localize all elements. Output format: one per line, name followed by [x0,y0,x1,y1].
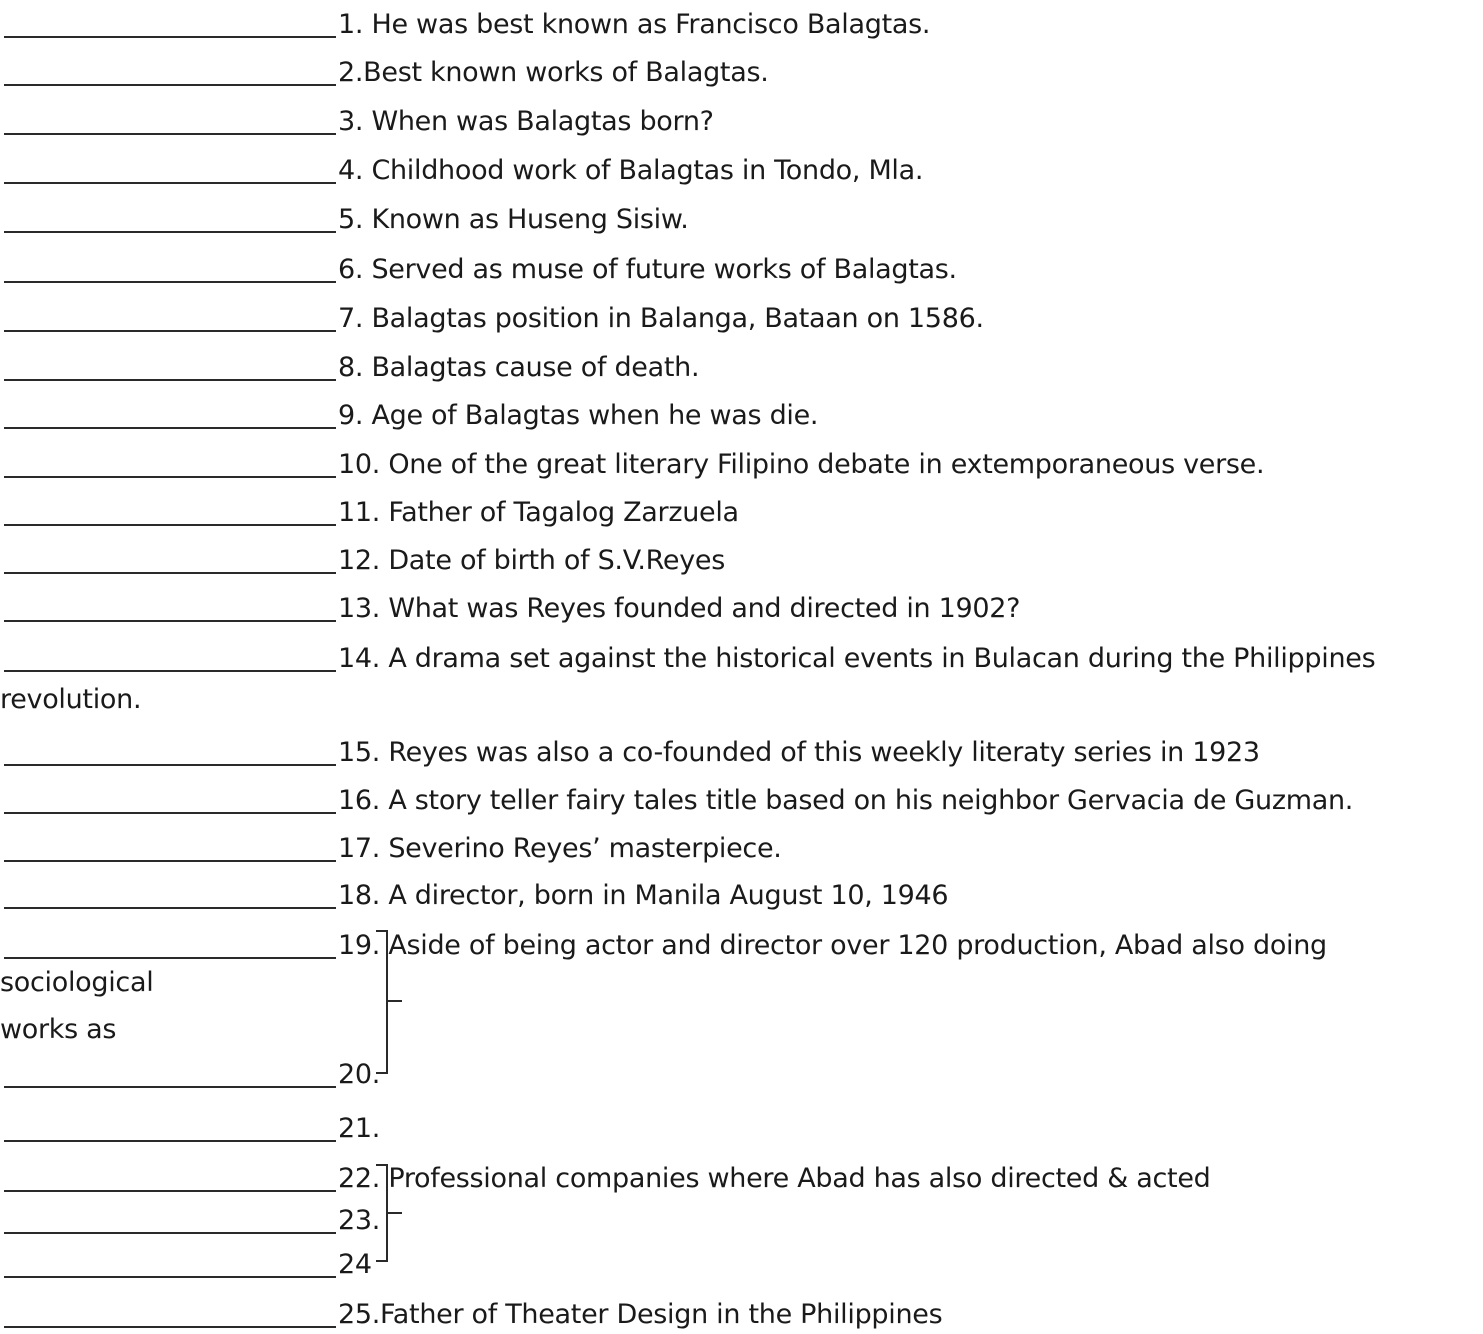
answer-blank-25[interactable] [4,1326,336,1328]
question-19-continuation: sociological [0,967,154,998]
question-text-25: 25.Father of Theater Design in the Philippines [338,1299,943,1330]
question-text-23: 23. [338,1205,381,1236]
answer-blank-16[interactable] [4,812,336,814]
question-text-8: 8. Balagtas cause of death. [338,352,700,383]
answer-blank-15[interactable] [4,764,336,766]
question-text-5: 5. Known as Huseng Sisiw. [338,204,689,235]
bracket-19-20 [376,930,388,1074]
answer-blank-20[interactable] [4,1086,336,1088]
answer-blank-2[interactable] [4,84,336,86]
question-text-2: 2.Best known works of Balagtas. [338,57,769,88]
question-text-15: 15. Reyes was also a co-founded of this weekly literaty series in 1923 [338,737,1260,768]
answer-blank-8[interactable] [4,379,336,381]
answer-blank-12[interactable] [4,572,336,574]
answer-blank-9[interactable] [4,427,336,429]
answer-blank-5[interactable] [4,231,336,233]
question-19-continuation-2: works as [0,1014,117,1045]
question-text-21: 21. [338,1113,381,1144]
answer-blank-1[interactable] [4,36,336,38]
bracket-22-24-tick [388,1212,402,1214]
question-text-6: 6. Served as muse of future works of Balagtas. [338,254,957,285]
answer-blank-3[interactable] [4,133,336,135]
question-text-17: 17. Severino Reyes’ masterpiece. [338,833,782,864]
question-text-14: 14. A drama set against the historical events in Bulacan during the Philippines [338,643,1376,674]
question-text-24: 24 [338,1249,372,1280]
answer-blank-7[interactable] [4,330,336,332]
answer-blank-14[interactable] [4,670,336,672]
answer-blank-19[interactable] [4,957,336,959]
question-text-22: 22. Professional companies where Abad has also directed & acted [338,1163,1211,1194]
answer-blank-4[interactable] [4,182,336,184]
question-text-20: 20. [338,1059,381,1090]
question-text-13: 13. What was Reyes founded and directed in 1902? [338,593,1021,624]
answer-blank-23[interactable] [4,1232,336,1234]
answer-blank-13[interactable] [4,620,336,622]
question-text-19: 19. Aside of being actor and director over 120 production, Abad also doing [338,930,1327,961]
question-text-4: 4. Childhood work of Balagtas in Tondo, Mla. [338,155,924,186]
question-14-continuation: revolution. [0,684,142,715]
bracket-22-24 [376,1164,388,1262]
question-text-11: 11. Father of Tagalog Zarzuela [338,497,739,528]
question-text-1: 1. He was best known as Francisco Balagtas. [338,9,931,40]
bracket-19-20-tick [388,1000,402,1002]
question-text-9: 9. Age of Balagtas when he was die. [338,400,819,431]
question-text-16: 16. A story teller fairy tales title based on his neighbor Gervacia de Guzman. [338,785,1354,816]
answer-blank-22[interactable] [4,1190,336,1192]
answer-blank-10[interactable] [4,476,336,478]
question-text-3: 3. When was Balagtas born? [338,106,714,137]
answer-blank-24[interactable] [4,1276,336,1278]
question-text-7: 7. Balagtas position in Balanga, Bataan on 1586. [338,303,984,334]
answer-blank-21[interactable] [4,1140,336,1142]
answer-blank-11[interactable] [4,524,336,526]
answer-blank-18[interactable] [4,907,336,909]
question-text-12: 12. Date of birth of S.V.Reyes [338,545,725,576]
question-text-18: 18. A director, born in Manila August 10, 1946 [338,880,949,911]
answer-blank-17[interactable] [4,860,336,862]
question-text-10: 10. One of the great literary Filipino debate in extemporaneous verse. [338,449,1265,480]
answer-blank-6[interactable] [4,281,336,283]
